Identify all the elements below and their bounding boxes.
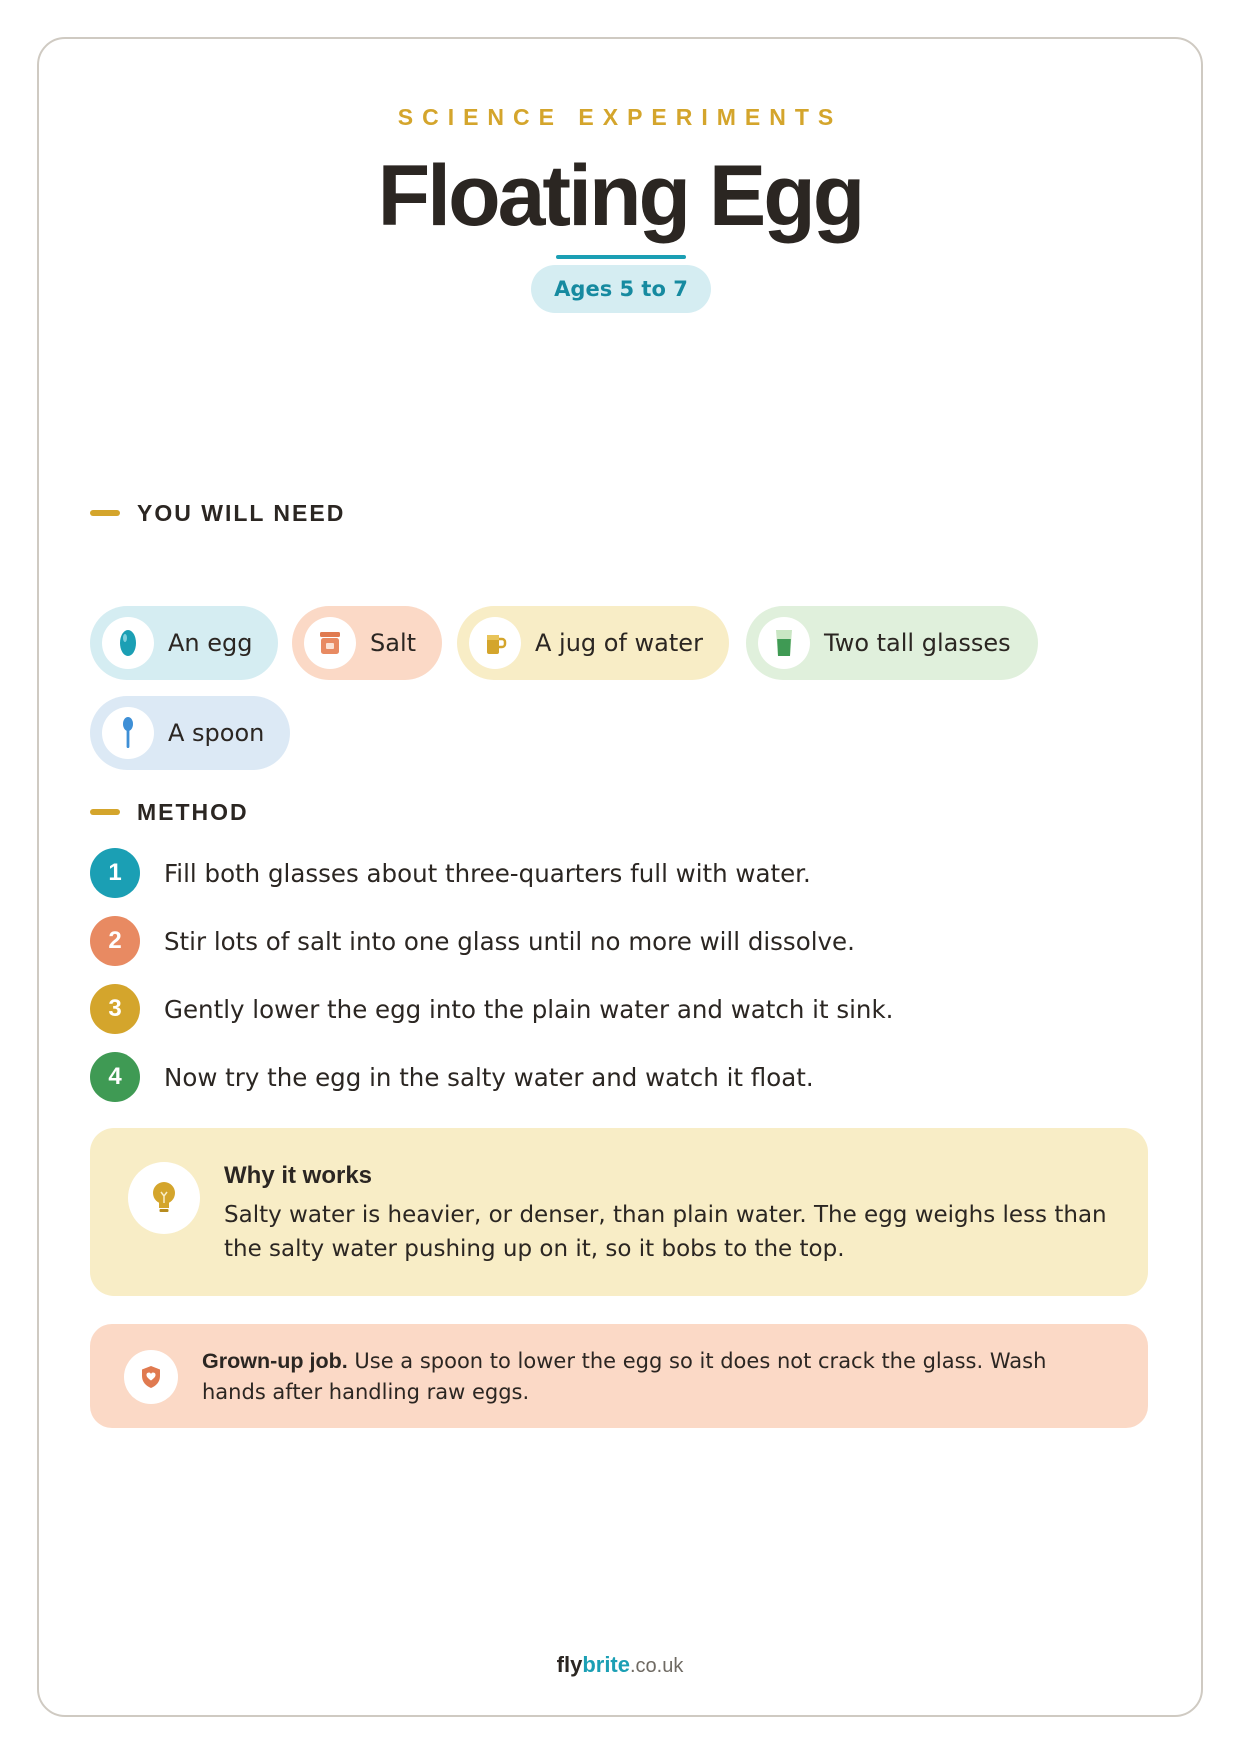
- brand-brite: brite: [582, 1652, 630, 1677]
- jug-icon: [469, 617, 521, 669]
- salt-jar-icon: [304, 617, 356, 669]
- needs-heading: [90, 499, 345, 527]
- step-text: Stir lots of salt into one glass until no more will dissolve.: [164, 926, 855, 956]
- method-step-3: [90, 983, 893, 1035]
- step-number: 2: [90, 916, 140, 966]
- method-heading: [90, 798, 249, 826]
- step-number: 1: [90, 848, 140, 898]
- step-number: 3: [90, 984, 140, 1034]
- need-label: Salt: [370, 629, 417, 657]
- need-chip-egg: [90, 606, 278, 680]
- shield-icon: [124, 1350, 178, 1404]
- category-kicker: SCIENCE EXPERIMENTS: [397, 104, 843, 130]
- need-label: A jug of water: [535, 629, 703, 657]
- brand-tld: .co.uk: [630, 1655, 684, 1677]
- heading-dash: [90, 510, 120, 516]
- title-underline: [556, 255, 686, 259]
- step-text: Gently lower the egg into the plain water and watch it sink.: [164, 994, 894, 1024]
- spoon-icon: [102, 707, 154, 759]
- step-number: 4: [90, 1052, 140, 1102]
- page-title: Floating Egg: [377, 148, 863, 244]
- need-chip-spoon: [90, 696, 290, 770]
- method-heading-label: METHOD: [137, 798, 249, 825]
- needs-heading-label: YOU WILL NEED: [137, 499, 346, 526]
- step-text: Fill both glasses about three-quarters full with water.: [164, 858, 811, 888]
- grown-up-body: Use a spoon to lower the egg so it does not crack the glass. Wash hands after handling raw eggs.: [202, 1349, 1047, 1404]
- method-step-2: [90, 915, 855, 967]
- footer-brand: [0, 1652, 1240, 1678]
- heading-dash: [90, 809, 120, 815]
- why-heading: Why it works: [224, 1162, 373, 1189]
- grown-up-label: Grown-up job.: [202, 1349, 348, 1373]
- age-badge: Ages 5 to 7: [531, 265, 711, 313]
- need-label: Two tall glasses: [824, 629, 1011, 657]
- need-label: An egg: [168, 629, 253, 657]
- grown-up-text: [202, 1346, 1112, 1408]
- lightbulb-icon: [128, 1162, 200, 1234]
- method-step-4: [90, 1051, 814, 1103]
- need-chip-salt: [292, 606, 442, 680]
- need-chip-jug: [457, 606, 729, 680]
- method-step-1: [90, 847, 811, 899]
- brand-fly: fly: [556, 1652, 583, 1677]
- why-body: Salty water is heavier, or denser, than plain water. The egg weighs less than the salty water pushing up on it, so it bobs to the top.: [224, 1202, 1107, 1262]
- need-label: A spoon: [168, 719, 265, 747]
- grown-up-note: [90, 1324, 1148, 1428]
- egg-icon: [102, 617, 154, 669]
- step-text: Now try the egg in the salty water and watch it float.: [164, 1062, 814, 1092]
- why-it-works-box: [90, 1128, 1148, 1296]
- glass-icon: [758, 617, 810, 669]
- need-chip-glasses: [746, 606, 1038, 680]
